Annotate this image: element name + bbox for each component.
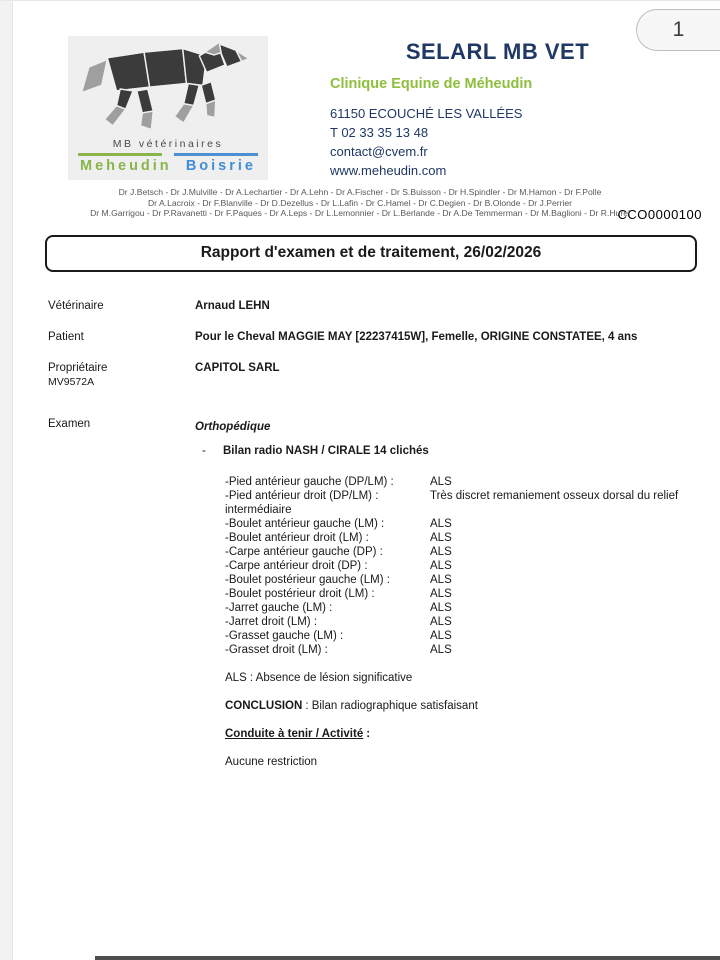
document-reference: CCO0000100	[617, 207, 702, 222]
conclusion-text: : Bilan radiographique satisfaisant	[305, 699, 478, 712]
bottom-page-edge	[95, 956, 720, 960]
radiograph-row	[225, 601, 700, 615]
clinic-phone: T 02 33 35 13 48	[330, 125, 429, 140]
radiograph-site: -Grasset gauche (LM) :	[225, 629, 344, 642]
radiograph-row	[225, 587, 700, 601]
field-proprietaire	[48, 361, 720, 389]
restriction-line: Aucune restriction	[225, 755, 318, 768]
patient-label: Patient	[48, 330, 84, 343]
radiograph-site: -Boulet antérieur droit (LM) :	[225, 531, 369, 544]
radiograph-result: ALS	[430, 601, 452, 614]
radiograph-result: ALS	[430, 587, 452, 600]
report-body	[48, 299, 720, 769]
page-number-badge	[636, 9, 720, 51]
doctors-line: Dr J.Betsch - Dr J.Mulville - Dr A.Lechartier - Dr A.Lehn - Dr A.Fischer - Dr S.Buisson - Dr H.Spindler - Dr M.Hamon - Dr F.Polle	[118, 187, 602, 197]
patient-value: Pour le Cheval MAGGIE MAY [22237415W], Femelle, ORIGINE CONSTATEE, 4 ans	[195, 330, 638, 343]
logo-name-meheudin: Meheudin	[80, 158, 172, 174]
report-title-box	[45, 235, 697, 272]
conclusion-line	[225, 699, 700, 713]
conduite-line	[225, 727, 700, 741]
bullet-dash: -	[202, 444, 206, 457]
doctors-list	[0, 187, 720, 219]
radiograph-row	[225, 559, 700, 573]
clinic-email-link[interactable]: contact@cvem.fr	[330, 144, 428, 159]
radiograph-row	[225, 517, 700, 531]
company-name: SELARL MB VET	[405, 39, 590, 64]
radiograph-result: ALS	[430, 475, 452, 488]
conclusion-label: CONCLUSION	[225, 699, 303, 712]
radiograph-row	[225, 531, 700, 545]
radiograph-result: Très discret remaniement osseux dorsal du relief intermédiaire	[225, 489, 679, 516]
radiograph-result: ALS	[430, 573, 452, 586]
radiograph-result: ALS	[430, 615, 452, 628]
radiograph-site: -Boulet postérieur droit (LM) :	[225, 587, 375, 600]
radiograph-site: -Grasset droit (LM) :	[225, 643, 328, 656]
veterinaire-label: Vétérinaire	[48, 299, 104, 312]
radiograph-site: -Jarret gauche (LM) :	[225, 601, 333, 614]
conduite-colon: :	[366, 727, 371, 740]
radiograph-row	[225, 643, 700, 657]
clinic-contact-block	[330, 36, 665, 180]
logo-caption: MB vétérinaires	[112, 138, 224, 150]
radiograph-site: -Carpe antérieur gauche (DP) :	[225, 545, 383, 558]
radiograph-site: -Boulet antérieur gauche (LM) :	[225, 517, 385, 530]
radiograph-row	[225, 615, 700, 629]
radiograph-result: ALS	[430, 643, 452, 656]
radiograph-row	[225, 573, 700, 587]
radiograph-site: -Pied antérieur gauche (DP/LM) :	[225, 475, 394, 488]
field-examen	[48, 417, 720, 769]
examen-label: Examen	[48, 417, 91, 430]
clinic-logo	[68, 36, 268, 180]
proprietaire-label: Propriétaire MV9572A	[48, 361, 195, 389]
report-header	[0, 1, 720, 180]
radiograph-site: -Boulet postérieur gauche (LM) :	[225, 573, 390, 586]
radiograph-site: -Pied antérieur droit (DP/LM) :	[225, 489, 379, 502]
radiograph-row	[225, 475, 700, 489]
green-bar	[78, 153, 162, 156]
radiograph-result: ALS	[430, 517, 452, 530]
field-veterinaire	[48, 299, 720, 313]
radiograph-result: ALS	[430, 531, 452, 544]
examen-content	[195, 417, 700, 769]
radiograph-row	[225, 629, 700, 643]
doctors-line: Dr M.Garrigou - Dr P.Ravanetti - Dr F.Paques - Dr A.Leps - Dr L.Lemonnier - Dr L.Berlande - Dr A.De Temmerman - Dr M.Baglioni - Dr R.Hurel	[90, 208, 630, 218]
report-title: Rapport d'examen et de traitement, 26/02/2026	[200, 244, 542, 261]
horse-logo-icon	[76, 41, 260, 137]
conduite-label: Conduite à tenir / Activité	[225, 727, 364, 740]
logo-underline-bars	[78, 153, 258, 156]
clinic-address: 61150 ECOUCHÉ LES VALLÉES	[330, 106, 523, 121]
radiograph-result: ALS	[430, 559, 452, 572]
veterinaire-value: Arnaud LEHN	[195, 299, 270, 312]
page-left-gutter	[0, 1, 13, 960]
clinic-website-link[interactable]: www.meheudin.com	[330, 163, 447, 178]
exam-bullet-text: Bilan radio NASH / CIRALE 14 clichés	[223, 444, 429, 457]
page-number: 1	[672, 18, 685, 41]
als-definition: ALS : Absence de lésion significative	[225, 671, 413, 684]
exam-bullet-line	[195, 444, 700, 458]
radiograph-row	[225, 489, 700, 517]
exam-notes	[225, 671, 700, 769]
radiograph-result: ALS	[430, 629, 452, 642]
proprietaire-code: MV9572A	[48, 375, 95, 388]
radiograph-site: -Jarret droit (LM) :	[225, 615, 318, 628]
radiograph-site: -Carpe antérieur droit (DP) :	[225, 559, 368, 572]
proprietaire-value: CAPITOL SARL	[195, 361, 280, 374]
exam-section-title: Orthopédique	[195, 420, 271, 433]
radiograph-row	[225, 545, 700, 559]
radiograph-result: ALS	[430, 545, 452, 558]
clinic-name: Clinique Equine de Méheudin	[330, 76, 533, 92]
blue-bar	[174, 153, 258, 156]
field-patient	[48, 330, 720, 344]
doctors-line: Dr A.Lacroix - Dr F.Blanville - Dr D.Dezellus - Dr L.Lafin - Dr C.Hamel - Dr C.Degien - Dr B.Olonde - Dr J.Perrier	[147, 197, 573, 208]
radiograph-list	[225, 475, 700, 657]
logo-name-boisrie: Boisrie	[185, 158, 256, 174]
